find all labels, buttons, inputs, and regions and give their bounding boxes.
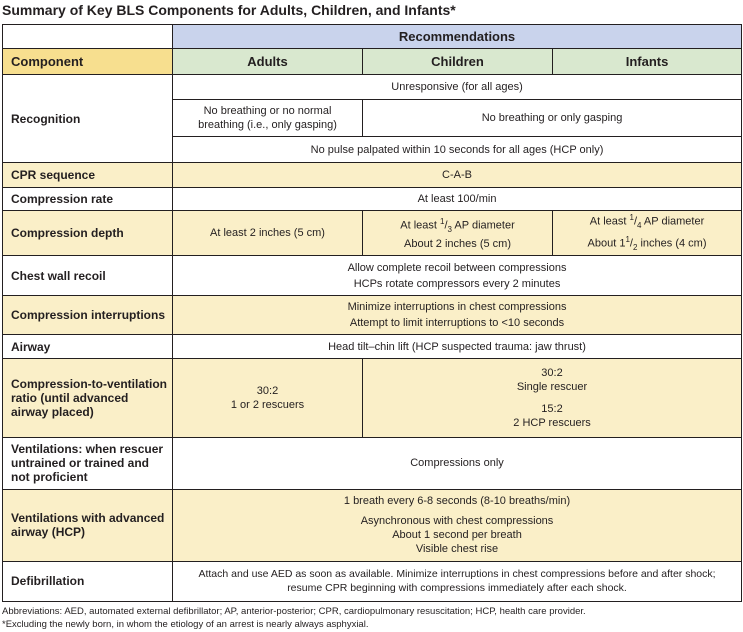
row-label-recognition: Recognition [3, 75, 173, 163]
ratio-children-infants [363, 359, 742, 437]
defibrillation-value [173, 561, 742, 601]
infants-header: Infants [553, 49, 742, 75]
component-header: Component [3, 49, 173, 75]
recognition-children-infants: No breathing or only gasping [363, 100, 742, 137]
ventilations-untrained-value: Compressions only [173, 437, 742, 489]
table-row-ratio [3, 359, 742, 437]
ventilations-advanced-line-1: 1 breath every 6-8 seconds (8-10 breaths/min) [343, 495, 571, 508]
row-label-cpr-sequence: CPR sequence [3, 163, 173, 188]
recognition-adults-line-2: breathing (i.e., only gasping) [198, 119, 337, 132]
ventilations-advanced-label-line-2: airway (HCP) [11, 525, 86, 540]
ventilations-untrained-label-line-2: untrained or trained and [11, 456, 150, 471]
compression-depth-children [363, 211, 553, 256]
ratio-ci-line-1: 30:2 [541, 366, 563, 379]
defibrillation-line-1: Attach and use AED as soon as available. Minimize interruptions in chest compressions before and after shock; [198, 568, 716, 581]
table-row-cpr-sequence [3, 163, 742, 188]
ratio-label-line-2: ratio (until advanced [11, 390, 129, 405]
recognition-all-ages: Unresponsive (for all ages) [173, 75, 742, 100]
recognition-pulse: No pulse palpated within 10 seconds for all ages (HCP only) [173, 137, 742, 163]
row-label-ventilations-advanced [3, 489, 173, 561]
recognition-adults [173, 100, 363, 137]
row-label-defibrillation: Defibrillation [3, 561, 173, 601]
ventilations-advanced-line-2: Asynchronous with chest compressions [360, 515, 554, 528]
compression-interruptions-value [173, 296, 742, 335]
table-row-defibrillation [3, 561, 742, 601]
compression-depth-adults: At least 2 inches (5 cm) [173, 211, 363, 256]
recognition-adults-line-1: No breathing or no normal [203, 105, 332, 118]
ventilations-advanced-line-4: Visible chest rise [415, 543, 499, 556]
header-row-ages [3, 49, 742, 75]
recommendations-header: Recommendations [173, 25, 742, 49]
chest-wall-recoil-line-2: HCPs rotate compressors every 2 minutes [353, 277, 561, 290]
compression-depth-children-line-1: At least $^1/_3$ AP diameter [400, 217, 515, 235]
row-label-ventilations-untrained [3, 437, 173, 489]
row-label-airway: Airway [3, 335, 173, 359]
ratio-adults-line-2: 1 or 2 rescuers [230, 398, 305, 411]
ratio-ci-gap [366, 394, 738, 402]
defibrillation-line-2: resume CPR beginning with compressions immediately after each shock. [287, 582, 627, 595]
children-header: Children [363, 49, 553, 75]
ventilations-untrained-label-line-1: Ventilations: when rescuer [11, 442, 164, 457]
compression-depth-children-line-2: About 2 inches (5 cm) [404, 238, 511, 251]
table-row-airway [3, 335, 742, 359]
table-row-compression-interruptions [3, 296, 742, 335]
chest-wall-recoil-value [173, 256, 742, 296]
table-row-recognition-1 [3, 75, 742, 100]
row-label-chest-wall-recoil: Chest wall recoil [3, 256, 173, 296]
ratio-ci-line-4: 2 HCP rescuers [513, 416, 591, 429]
bls-components-table [2, 24, 742, 602]
ventilations-advanced-line-3: About 1 second per breath [392, 529, 522, 542]
row-label-compression-depth: Compression depth [3, 211, 173, 256]
compression-interruptions-line-2: Attempt to limit interruptions to <10 seconds [349, 317, 565, 330]
row-label-compression-rate: Compression rate [3, 188, 173, 211]
cpr-sequence-value: C-A-B [173, 163, 742, 188]
airway-value: Head tilt–chin lift (HCP suspected trauma: jaw thrust) [173, 335, 742, 359]
ratio-adults-line-1: 30:2 [256, 384, 279, 397]
header-row-recommendations [3, 25, 742, 49]
compression-rate-value: At least 100/min [173, 188, 742, 211]
table-row-ventilations-untrained [3, 437, 742, 489]
compression-depth-infants-line-2: About $1^1/_2$ inches (4 cm) [587, 235, 707, 253]
table-row-ventilations-advanced [3, 489, 742, 561]
table-row-compression-rate [3, 188, 742, 211]
ratio-ci-line-3: 15:2 [541, 402, 563, 415]
row-label-compression-interruptions: Compression interruptions [3, 296, 173, 335]
chest-wall-recoil-line-1: Allow complete recoil between compressions [347, 261, 567, 274]
table-title: Summary of Key BLS Components for Adults, Children, and Infants* [2, 2, 456, 18]
ventilations-advanced-value [173, 489, 742, 561]
footnote-abbreviations: Abbreviations: AED, automated external defibrillator; AP, anterior-posterior; CPR, cardiopulmonary resuscitation; HCP, health care provider. [2, 606, 586, 617]
compression-depth-infants [553, 211, 742, 256]
compression-depth-infants-line-1: At least $^1/_4$ AP diameter [589, 213, 705, 231]
ventilations-advanced-label-line-1: Ventilations with advanced [11, 511, 165, 526]
table-row-compression-depth [3, 211, 742, 256]
ratio-label-line-1: Compression-to-ventilation [11, 376, 168, 391]
table-row-chest-wall-recoil [3, 256, 742, 296]
ratio-adults [173, 359, 363, 437]
header-empty-cell [3, 25, 173, 49]
compression-interruptions-line-1: Minimize interruptions in chest compressions [347, 301, 567, 314]
footnotes [2, 605, 586, 631]
ratio-ci-line-2: Single rescuer [516, 380, 588, 393]
footnote-asterisk: *Excluding the newly born, in whom the etiology of an arrest is nearly always asphyxial. [2, 619, 369, 630]
ventilations-untrained-label-line-3: not proficient [11, 470, 88, 485]
adults-header: Adults [173, 49, 363, 75]
row-label-ratio [3, 359, 173, 437]
ratio-label-line-3: airway placed) [11, 404, 94, 419]
